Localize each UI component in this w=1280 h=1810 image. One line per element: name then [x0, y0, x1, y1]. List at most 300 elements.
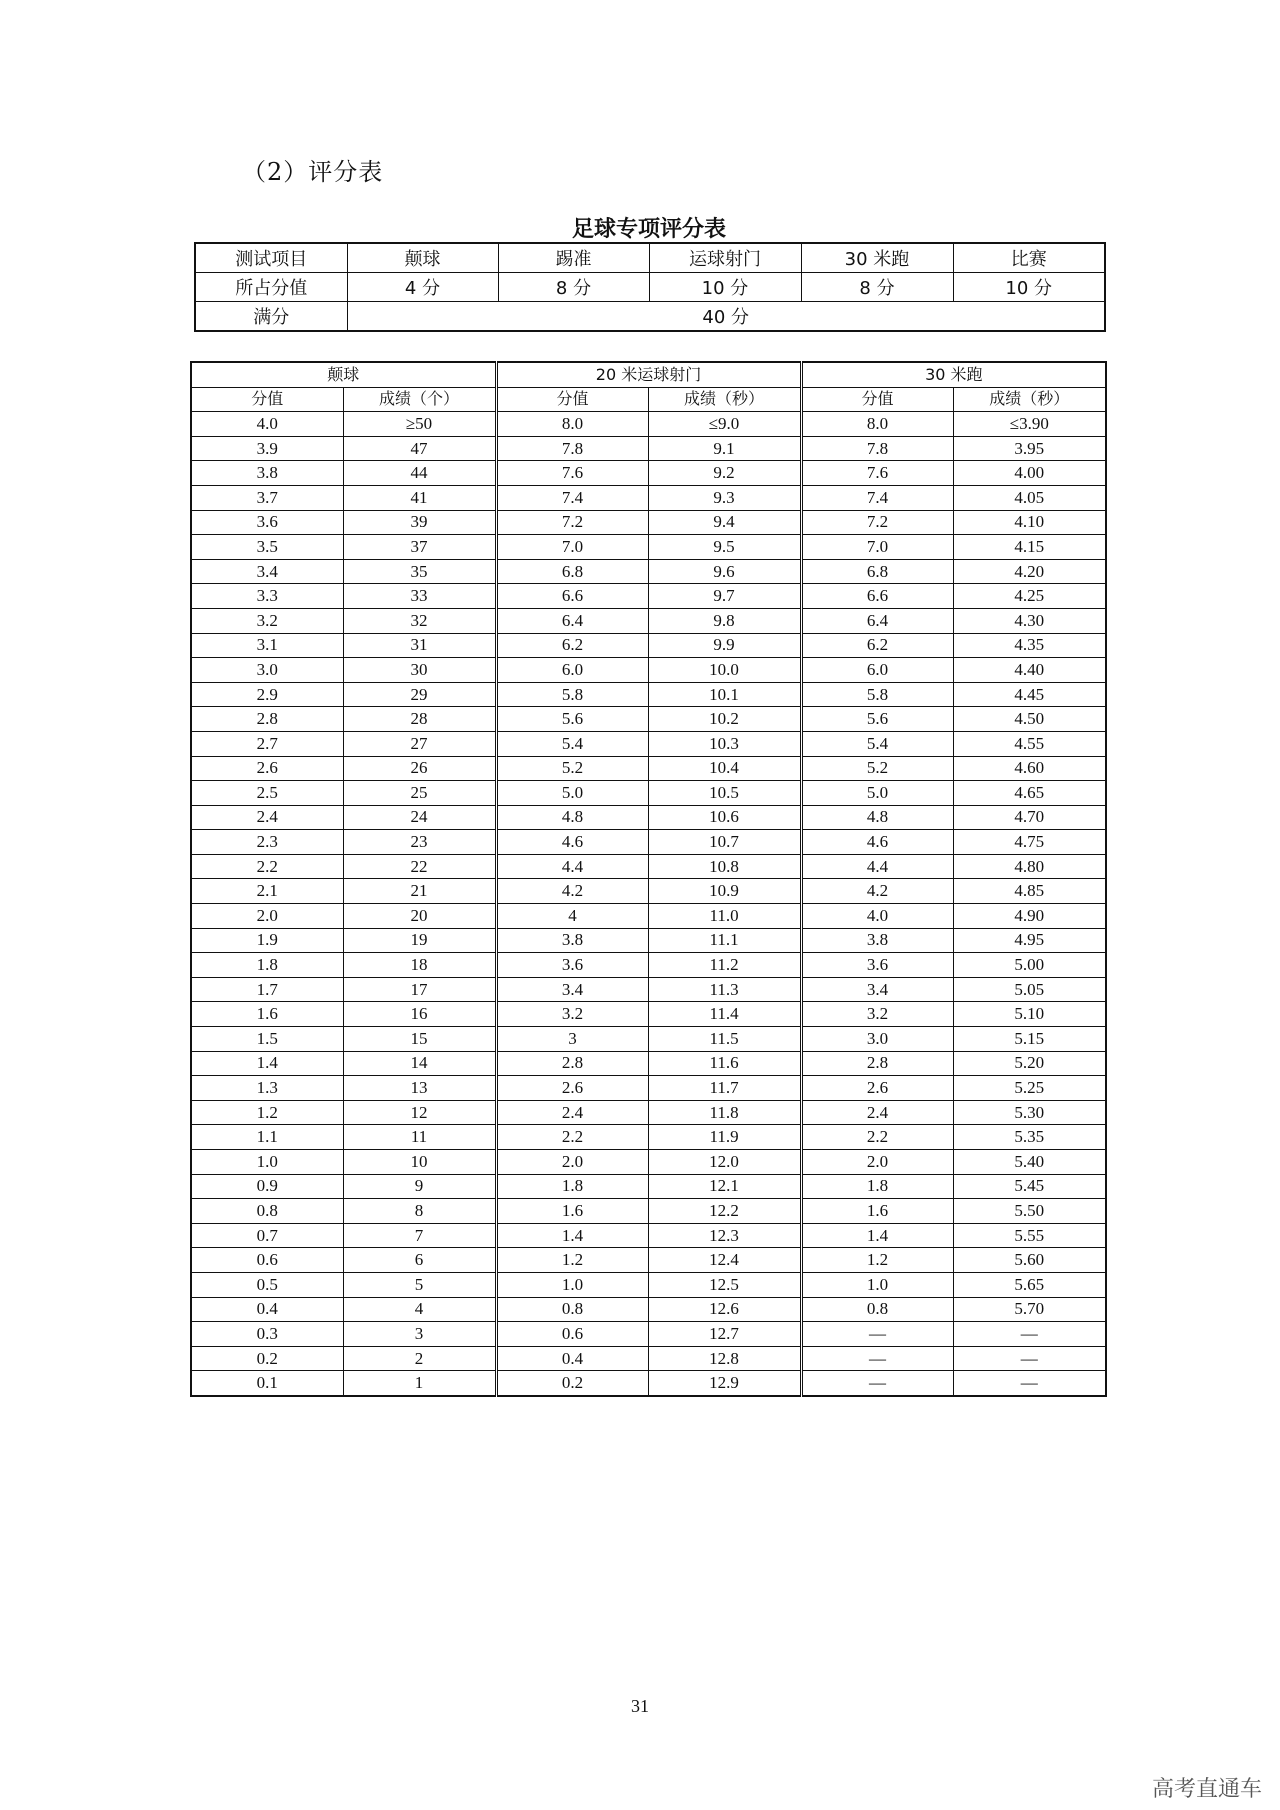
table-cell: 6.6	[496, 584, 648, 609]
table-cell: 16	[343, 1002, 496, 1027]
table-cell: 10.5	[648, 781, 801, 806]
table-cell: 0.8	[496, 1297, 648, 1322]
table-cell: 4	[496, 904, 648, 929]
table-cell: 5.50	[953, 1199, 1106, 1224]
table-cell: 12.2	[648, 1199, 801, 1224]
table-cell: 12	[343, 1100, 496, 1125]
table-cell: 0.6	[191, 1248, 343, 1273]
table-cell: 5.10	[953, 1002, 1106, 1027]
table-cell: 1.8	[191, 953, 343, 978]
table-cell: 3.0	[191, 658, 343, 683]
table-cell: 12.0	[648, 1150, 801, 1175]
table-cell: —	[801, 1371, 953, 1396]
table-row	[191, 584, 1106, 609]
table-cell: 4.45	[953, 682, 1106, 707]
table-cell: 2.8	[801, 1051, 953, 1076]
table-cell: 7.2	[496, 510, 648, 535]
table-cell: 37	[343, 535, 496, 560]
table-cell: 26	[343, 756, 496, 781]
table-cell: 5.2	[801, 756, 953, 781]
table-cell: 4.4	[801, 854, 953, 879]
table-cell: 5.35	[953, 1125, 1106, 1150]
group-header-30m-run: 30 米跑	[801, 362, 1106, 387]
table-cell: 0.7	[191, 1223, 343, 1248]
table-row	[191, 1027, 1106, 1052]
table-row	[191, 953, 1106, 978]
table-cell: 29	[343, 682, 496, 707]
table-row	[191, 1150, 1106, 1175]
table-cell: 1.8	[496, 1174, 648, 1199]
table-cell: 5.55	[953, 1223, 1106, 1248]
table-cell: 10.1	[648, 682, 801, 707]
table-cell: 3.4	[191, 559, 343, 584]
table-cell: 4.6	[801, 830, 953, 855]
table-cell: 13	[343, 1076, 496, 1101]
table-cell: 12.6	[648, 1297, 801, 1322]
table-row	[191, 535, 1106, 560]
table-cell: —	[801, 1322, 953, 1347]
table-cell: 15	[343, 1027, 496, 1052]
table-cell: 5.15	[953, 1027, 1106, 1052]
table-cell: 8	[343, 1199, 496, 1224]
table-cell: 2.4	[191, 805, 343, 830]
table-cell: 6.4	[496, 608, 648, 633]
table-cell: 4.40	[953, 658, 1106, 683]
summary-row-total	[195, 302, 1105, 332]
table-cell: 12.8	[648, 1346, 801, 1371]
table-row	[191, 977, 1106, 1002]
table-cell: 9.8	[648, 608, 801, 633]
table-cell: 0.1	[191, 1371, 343, 1396]
table-cell: 4.65	[953, 781, 1106, 806]
table-cell: 2.8	[191, 707, 343, 732]
table-cell: 2.1	[191, 879, 343, 904]
table-row	[191, 781, 1106, 806]
table-cell: 3.9	[191, 436, 343, 461]
table-cell: 0.9	[191, 1174, 343, 1199]
table-cell: 0.6	[496, 1322, 648, 1347]
table-cell: 3.8	[496, 928, 648, 953]
table-cell: 3.6	[191, 510, 343, 535]
table-row	[191, 830, 1106, 855]
table-cell: 4.50	[953, 707, 1106, 732]
table-cell: 5.8	[496, 682, 648, 707]
table-cell: 0.4	[191, 1297, 343, 1322]
table-row	[191, 707, 1106, 732]
summary-total-value: 40 分	[347, 302, 1105, 332]
table-cell: —	[801, 1346, 953, 1371]
table-cell: 12.4	[648, 1248, 801, 1273]
summary-row-items	[195, 243, 1105, 273]
table-cell: 1.4	[801, 1223, 953, 1248]
section-heading: （2）评分表	[242, 158, 384, 186]
table-row	[191, 485, 1106, 510]
summary-row-label: 所占分值	[195, 273, 347, 302]
table-cell: 22	[343, 854, 496, 879]
table-row	[191, 1223, 1106, 1248]
table-cell: 2.4	[801, 1100, 953, 1125]
table-row	[191, 1076, 1106, 1101]
group-header-juggling: 颠球	[191, 362, 496, 387]
table-cell: 6.2	[496, 633, 648, 658]
table-cell: —	[953, 1371, 1106, 1396]
table-cell: 3.2	[191, 608, 343, 633]
table-cell: 5.6	[801, 707, 953, 732]
table-cell: 33	[343, 584, 496, 609]
page-number: 31	[631, 1696, 649, 1716]
score-table	[190, 361, 1107, 1397]
table-cell: 4.30	[953, 608, 1106, 633]
table-cell: 0.8	[191, 1199, 343, 1224]
table-cell: 2.8	[496, 1051, 648, 1076]
table-cell: 4.75	[953, 830, 1106, 855]
table-cell: 4.85	[953, 879, 1106, 904]
table-cell: 2.0	[191, 904, 343, 929]
table-cell: 9	[343, 1174, 496, 1199]
table-cell: 23	[343, 830, 496, 855]
table-cell: 10.4	[648, 756, 801, 781]
table-cell: 6	[343, 1248, 496, 1273]
table-cell: 1.2	[496, 1248, 648, 1273]
table-cell: 3.8	[191, 461, 343, 486]
table-row	[191, 1002, 1106, 1027]
table-cell: 4.6	[496, 830, 648, 855]
table-cell: 1.0	[801, 1272, 953, 1297]
table-row	[191, 879, 1106, 904]
subheader-cell: 成绩（个）	[343, 387, 496, 412]
table-cell: 4.00	[953, 461, 1106, 486]
table-cell: 2.6	[191, 756, 343, 781]
table-cell: 11.8	[648, 1100, 801, 1125]
table-cell: 7.2	[801, 510, 953, 535]
table-row	[191, 805, 1106, 830]
table-cell: 2	[343, 1346, 496, 1371]
table-cell: 1.2	[801, 1248, 953, 1273]
table-cell: 11.6	[648, 1051, 801, 1076]
group-header-dribble-shoot: 20 米运球射门	[496, 362, 801, 387]
table-row	[191, 1297, 1106, 1322]
table-row	[191, 1272, 1106, 1297]
summary-row-label: 测试项目	[195, 243, 347, 273]
table-cell: 25	[343, 781, 496, 806]
table-cell: 1.8	[801, 1174, 953, 1199]
table-cell: 6.8	[801, 559, 953, 584]
table-cell: 9.2	[648, 461, 801, 486]
table-row	[191, 731, 1106, 756]
table-cell: 6.2	[801, 633, 953, 658]
table-cell: 5.05	[953, 977, 1106, 1002]
table-cell: 3.4	[801, 977, 953, 1002]
table-cell: 5.60	[953, 1248, 1106, 1273]
table-cell: 7.4	[801, 485, 953, 510]
table-cell: ≥50	[343, 412, 496, 437]
table-cell: 4.20	[953, 559, 1106, 584]
table-cell: 5.25	[953, 1076, 1106, 1101]
summary-row-points	[195, 273, 1105, 302]
table-cell: 47	[343, 436, 496, 461]
table-cell: 1.4	[191, 1051, 343, 1076]
table-cell: 3	[343, 1322, 496, 1347]
table-cell: 2.2	[191, 854, 343, 879]
table-cell: 10	[343, 1150, 496, 1175]
table-cell: 11	[343, 1125, 496, 1150]
table-cell: 3.7	[191, 485, 343, 510]
table-cell: 6.4	[801, 608, 953, 633]
table-cell: 12.9	[648, 1371, 801, 1396]
table-cell: 5.4	[801, 731, 953, 756]
table-cell: 10.6	[648, 805, 801, 830]
table-cell: 41	[343, 485, 496, 510]
table-cell: 5.4	[496, 731, 648, 756]
table-cell: 39	[343, 510, 496, 535]
table-row	[191, 412, 1106, 437]
table-cell: 4.2	[496, 879, 648, 904]
summary-cell: 踢准	[498, 243, 649, 273]
score-group-header-row	[191, 362, 1106, 387]
table-cell: 12.1	[648, 1174, 801, 1199]
table-cell: 7.4	[496, 485, 648, 510]
table-cell: 3.6	[801, 953, 953, 978]
table-cell: 1.6	[496, 1199, 648, 1224]
table-cell: 10.9	[648, 879, 801, 904]
subheader-cell: 分值	[801, 387, 953, 412]
summary-cell: 8 分	[498, 273, 649, 302]
table-cell: 3.5	[191, 535, 343, 560]
table-cell: 4.4	[496, 854, 648, 879]
table-cell: 1.3	[191, 1076, 343, 1101]
table-cell: 10.3	[648, 731, 801, 756]
table-cell: 1.6	[801, 1199, 953, 1224]
table-cell: 6.0	[496, 658, 648, 683]
table-row	[191, 1051, 1106, 1076]
table-cell: 4.60	[953, 756, 1106, 781]
score-subheader-row	[191, 387, 1106, 412]
table-cell: 1.5	[191, 1027, 343, 1052]
table-cell: 5.45	[953, 1174, 1106, 1199]
subheader-cell: 分值	[191, 387, 343, 412]
table-cell: 11.7	[648, 1076, 801, 1101]
table-cell: 12.3	[648, 1223, 801, 1248]
watermark: 高考直通车	[1151, 1777, 1262, 1802]
table-cell: 5.0	[496, 781, 648, 806]
table-cell: 9.5	[648, 535, 801, 560]
table-cell: 8.0	[496, 412, 648, 437]
table-cell: 7	[343, 1223, 496, 1248]
table-cell: 3.95	[953, 436, 1106, 461]
table-cell: 2.6	[801, 1076, 953, 1101]
table-row	[191, 1125, 1106, 1150]
table-cell: 4.95	[953, 928, 1106, 953]
table-cell: 1.0	[191, 1150, 343, 1175]
table-cell: 5.00	[953, 953, 1106, 978]
table-cell: 4.25	[953, 584, 1106, 609]
table-cell: 12.5	[648, 1272, 801, 1297]
table-row	[191, 461, 1106, 486]
table-cell: 4.15	[953, 535, 1106, 560]
subheader-cell: 成绩（秒）	[953, 387, 1106, 412]
table-cell: 5.65	[953, 1272, 1106, 1297]
table-cell: 0.4	[496, 1346, 648, 1371]
table-cell: 5.40	[953, 1150, 1106, 1175]
table-cell: 2.7	[191, 731, 343, 756]
summary-cell: 8 分	[801, 273, 953, 302]
table-cell: 6.8	[496, 559, 648, 584]
summary-row-label: 满分	[195, 302, 347, 332]
table-cell: 9.9	[648, 633, 801, 658]
table-row	[191, 1371, 1106, 1396]
table-row	[191, 854, 1106, 879]
table-cell: 0.2	[191, 1346, 343, 1371]
table-cell: 5.70	[953, 1297, 1106, 1322]
table-cell: 2.0	[801, 1150, 953, 1175]
table-cell: 4.55	[953, 731, 1106, 756]
table-cell: 17	[343, 977, 496, 1002]
table-cell: 1.6	[191, 1002, 343, 1027]
table-row	[191, 1100, 1106, 1125]
table-row	[191, 1322, 1106, 1347]
table-cell: 3.2	[496, 1002, 648, 1027]
table-cell: 9.7	[648, 584, 801, 609]
table-cell: 4.0	[801, 904, 953, 929]
table-cell: 3.8	[801, 928, 953, 953]
table-cell: 3.4	[496, 977, 648, 1002]
summary-cell: 30 米跑	[801, 243, 953, 273]
subheader-cell: 分值	[496, 387, 648, 412]
table-cell: 4.8	[496, 805, 648, 830]
table-cell: 9.6	[648, 559, 801, 584]
table-cell: 1.0	[496, 1272, 648, 1297]
table-cell: 4.90	[953, 904, 1106, 929]
table-row	[191, 633, 1106, 658]
table-cell: 3.2	[801, 1002, 953, 1027]
table-cell: 12.7	[648, 1322, 801, 1347]
table-row	[191, 510, 1106, 535]
table-cell: 4	[343, 1297, 496, 1322]
table-cell: 4.10	[953, 510, 1106, 535]
table-cell: 44	[343, 461, 496, 486]
table-cell: 11.0	[648, 904, 801, 929]
table-row	[191, 559, 1106, 584]
table-cell: 14	[343, 1051, 496, 1076]
table-cell: ≤3.90	[953, 412, 1106, 437]
table-cell: 2.6	[496, 1076, 648, 1101]
table-cell: 1	[343, 1371, 496, 1396]
table-row	[191, 436, 1106, 461]
table-row	[191, 1248, 1106, 1273]
table-row	[191, 928, 1106, 953]
table-cell: 7.0	[801, 535, 953, 560]
table-cell: —	[953, 1322, 1106, 1347]
table-cell: 8.0	[801, 412, 953, 437]
table-cell: 11.9	[648, 1125, 801, 1150]
table-cell: 0.2	[496, 1371, 648, 1396]
table-cell: 31	[343, 633, 496, 658]
table-cell: 2.4	[496, 1100, 648, 1125]
summary-cell: 10 分	[649, 273, 801, 302]
table-cell: 4.0	[191, 412, 343, 437]
table-cell: 11.3	[648, 977, 801, 1002]
summary-cell: 4 分	[347, 273, 498, 302]
table-cell: 11.4	[648, 1002, 801, 1027]
table-cell: 3	[496, 1027, 648, 1052]
table-cell: 3.1	[191, 633, 343, 658]
table-cell: 5	[343, 1272, 496, 1297]
table-cell: 2.2	[801, 1125, 953, 1150]
table-cell: 24	[343, 805, 496, 830]
table-cell: 7.8	[801, 436, 953, 461]
table-cell: 2.2	[496, 1125, 648, 1150]
summary-cell: 10 分	[953, 273, 1105, 302]
summary-cell: 颠球	[347, 243, 498, 273]
table-cell: 3.6	[496, 953, 648, 978]
table-cell: 2.9	[191, 682, 343, 707]
table-cell: 9.3	[648, 485, 801, 510]
table-cell: 2.3	[191, 830, 343, 855]
table-cell: 1.9	[191, 928, 343, 953]
table-cell: 1.7	[191, 977, 343, 1002]
table-cell: 19	[343, 928, 496, 953]
summary-table	[194, 242, 1106, 332]
table-cell: 5.30	[953, 1100, 1106, 1125]
table-cell: ≤9.0	[648, 412, 801, 437]
table-cell: 10.2	[648, 707, 801, 732]
table-row	[191, 1346, 1106, 1371]
table-cell: 6.0	[801, 658, 953, 683]
table-cell: 0.5	[191, 1272, 343, 1297]
table-cell: 4.35	[953, 633, 1106, 658]
table-cell: 28	[343, 707, 496, 732]
table-cell: 1.1	[191, 1125, 343, 1150]
table-cell: 0.8	[801, 1297, 953, 1322]
table-cell: 2.5	[191, 781, 343, 806]
table-cell: 3.3	[191, 584, 343, 609]
table-cell: 3.0	[801, 1027, 953, 1052]
table-cell: 20	[343, 904, 496, 929]
table-cell: 30	[343, 658, 496, 683]
summary-table-title: 足球专项评分表	[571, 217, 726, 242]
table-cell: 6.6	[801, 584, 953, 609]
table-row	[191, 756, 1106, 781]
table-row	[191, 1199, 1106, 1224]
table-cell: 5.8	[801, 682, 953, 707]
subheader-cell: 成绩（秒）	[648, 387, 801, 412]
table-cell: 4.8	[801, 805, 953, 830]
table-cell: 35	[343, 559, 496, 584]
table-cell: 10.8	[648, 854, 801, 879]
table-cell: 32	[343, 608, 496, 633]
table-row	[191, 1174, 1106, 1199]
table-cell: 7.6	[496, 461, 648, 486]
table-row	[191, 904, 1106, 929]
table-cell: 4.05	[953, 485, 1106, 510]
table-cell: 4.80	[953, 854, 1106, 879]
table-cell: 1.2	[191, 1100, 343, 1125]
table-cell: 1.4	[496, 1223, 648, 1248]
table-cell: 27	[343, 731, 496, 756]
table-cell: 11.1	[648, 928, 801, 953]
table-cell: 5.0	[801, 781, 953, 806]
table-cell: 9.4	[648, 510, 801, 535]
table-cell: 7.0	[496, 535, 648, 560]
table-cell: 7.6	[801, 461, 953, 486]
table-row	[191, 658, 1106, 683]
summary-cell: 运球射门	[649, 243, 801, 273]
table-cell: 0.3	[191, 1322, 343, 1347]
table-cell: 18	[343, 953, 496, 978]
table-cell: 9.1	[648, 436, 801, 461]
table-cell: 10.7	[648, 830, 801, 855]
summary-cell: 比赛	[953, 243, 1105, 273]
